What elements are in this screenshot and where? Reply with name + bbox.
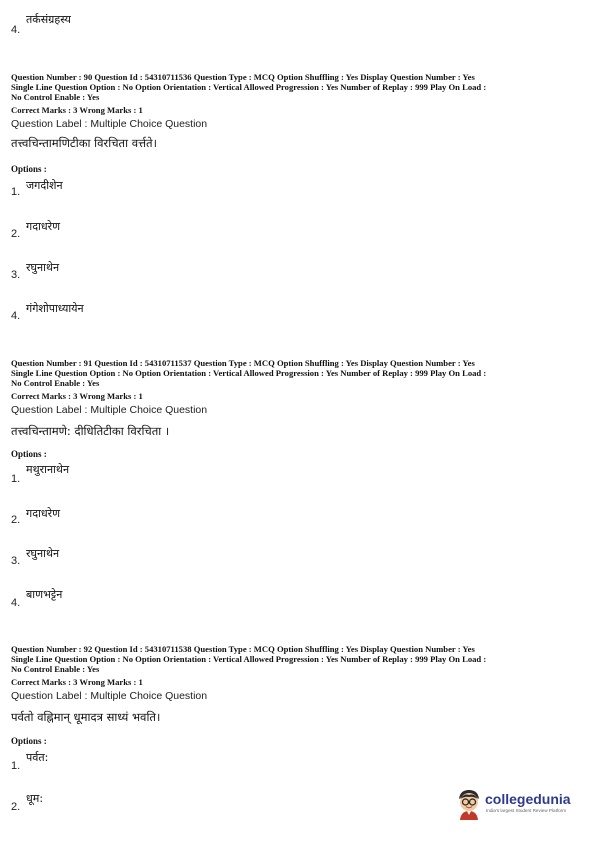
marks: Correct Marks : 3 Wrong Marks : 1 bbox=[11, 677, 143, 687]
option-number: 1. bbox=[11, 473, 21, 485]
brand-tagline: India's largest Student Review Platform bbox=[486, 808, 567, 813]
meta-line: No Control Enable : Yes bbox=[11, 664, 100, 674]
option-number: 2. bbox=[11, 514, 21, 526]
options-heading: Options : bbox=[11, 736, 47, 746]
marks: Correct Marks : 3 Wrong Marks : 1 bbox=[11, 105, 143, 115]
option-number: 3. bbox=[11, 555, 21, 567]
question-label: Question Label : Multiple Choice Question bbox=[11, 690, 208, 702]
question-label: Question Label : Multiple Choice Question bbox=[11, 404, 208, 416]
option-text[interactable]: रघुनाथेन bbox=[26, 261, 60, 274]
question-stem: तत्त्वचिन्तामणिटीका विरचिता वर्त्तते। bbox=[11, 136, 157, 150]
option-text[interactable]: रघुनाथेन bbox=[26, 547, 60, 560]
meta-line: Question Number : 92 Question Id : 54310711538 Question Type : MCQ Option Shuffling : Yes Display Question Number : Yes bbox=[11, 644, 475, 654]
student-mascot-icon bbox=[455, 788, 483, 820]
meta-line: Single Line Question Option : No Option Orientation : Vertical Allowed Progression : Yes Number of Replay : 999 Play On Load : bbox=[11, 654, 487, 664]
question-meta bbox=[11, 644, 486, 674]
option-text[interactable]: बाणभट्टेन bbox=[26, 588, 63, 601]
meta-line: Single Line Question Option : No Option Orientation : Vertical Allowed Progression : Yes Number of Replay : 999 Play On Load : bbox=[11, 82, 487, 92]
option-number: 2. bbox=[11, 801, 21, 813]
option-text[interactable]: धूम: bbox=[26, 792, 44, 805]
option-number: 1. bbox=[11, 760, 21, 772]
option-number: 1. bbox=[11, 186, 21, 198]
meta-line: No Control Enable : Yes bbox=[11, 378, 100, 388]
option-text[interactable]: गदाधरेण bbox=[26, 507, 61, 520]
option-number: 3. bbox=[11, 269, 21, 281]
option-number: 4. bbox=[11, 24, 21, 36]
option-text[interactable]: पर्वत: bbox=[26, 751, 49, 764]
option-number: 4. bbox=[11, 310, 21, 322]
option-text: तर्कसंग्रहस्य bbox=[26, 13, 71, 26]
option-number: 2. bbox=[11, 228, 21, 240]
meta-line: Single Line Question Option : No Option Orientation : Vertical Allowed Progression : Yes Number of Replay : 999 Play On Load : bbox=[11, 368, 487, 378]
collegedunia-logo bbox=[455, 788, 590, 822]
meta-line: No Control Enable : Yes bbox=[11, 92, 100, 102]
question-stem: तत्त्वचिन्तामणे: दीधितिटीका विरचिता । bbox=[11, 424, 170, 438]
meta-line: Question Number : 91 Question Id : 54310711537 Question Type : MCQ Option Shuffling : Yes Display Question Number : Yes bbox=[11, 358, 475, 368]
brand-name: collegedunia bbox=[485, 791, 571, 807]
option-text[interactable]: जगदीशेन bbox=[26, 179, 63, 192]
question-meta bbox=[11, 358, 486, 388]
option-number: 4. bbox=[11, 597, 21, 609]
meta-line: Question Number : 90 Question Id : 54310711536 Question Type : MCQ Option Shuffling : Yes Display Question Number : Yes bbox=[11, 72, 475, 82]
option-text[interactable]: गदाधरेण bbox=[26, 220, 61, 233]
question-stem: पर्वतो वह्निमान् धूमादत्र साध्यं भवति। bbox=[11, 710, 161, 724]
option-text[interactable]: गंगेशोपाध्यायेन bbox=[26, 302, 84, 315]
question-label: Question Label : Multiple Choice Question bbox=[11, 118, 208, 130]
options-heading: Options : bbox=[11, 449, 47, 459]
question-meta bbox=[11, 72, 486, 102]
options-heading: Options : bbox=[11, 164, 47, 174]
option-text[interactable]: मथुरानाथेन bbox=[26, 463, 70, 476]
marks: Correct Marks : 3 Wrong Marks : 1 bbox=[11, 391, 143, 401]
